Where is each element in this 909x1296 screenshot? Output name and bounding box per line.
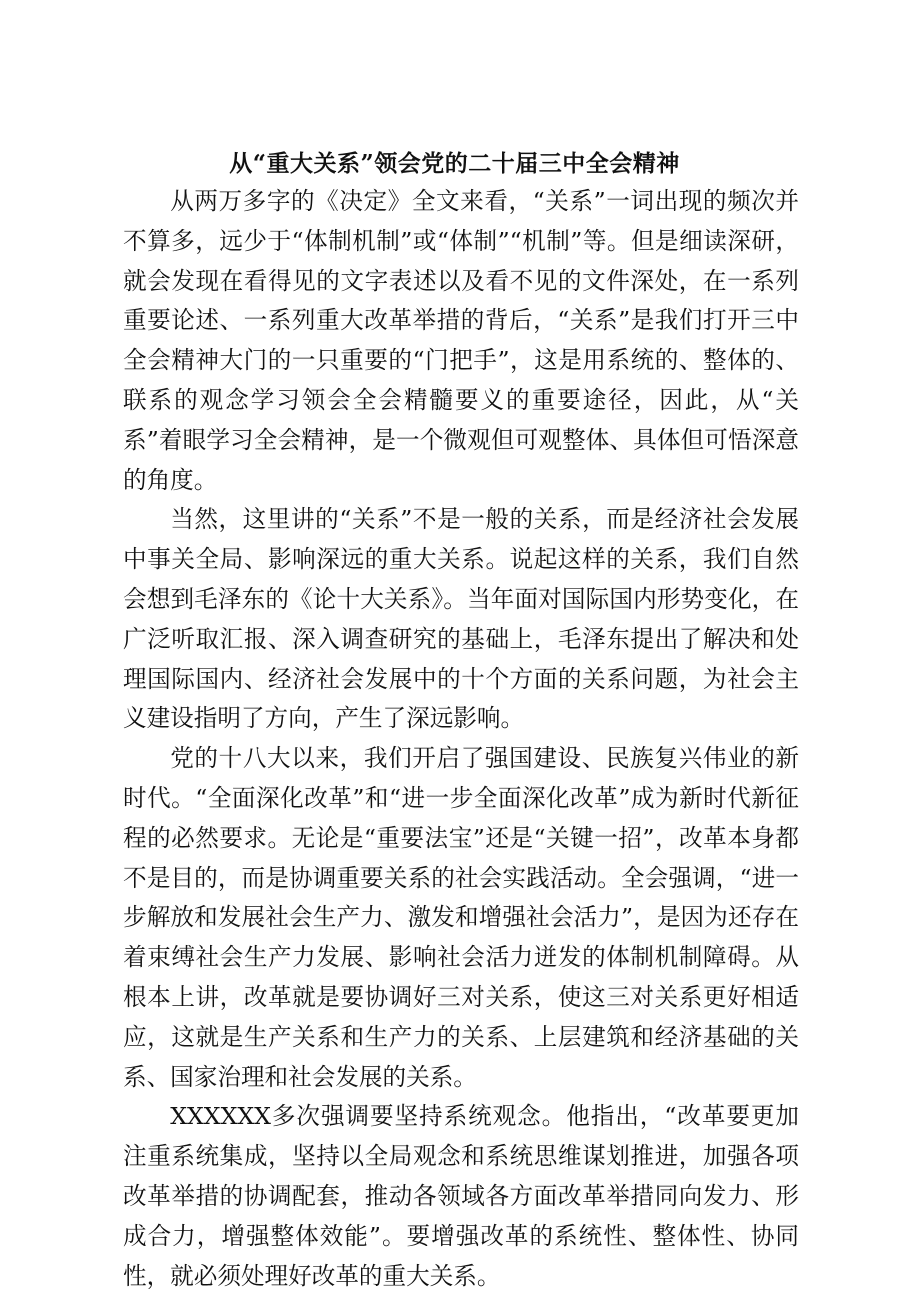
document-title: 从“重大关系”领会党的二十届三中全会精神 [229,150,680,177]
paragraph-2: 当然，这里讲的“关系”不是一般的关系，而是经济社会发展中事关全局、影响深远的重大关系。说起这样的关系，我们自然会想到毛泽东的《论十大关系》。当年面对国际国内形势变化，在广泛听取汇报、深入调查研究的基础上，毛泽东提出了解决和处理国际国内、经济社会发展中的十个方面的关系问题，为社会主义建设指明了方向，产生了深远影响。 [123,505,799,733]
paragraph-4: XXXXXX多次强调要坚持系统观念。他指出，“改革要更加注重系统集成，坚持以全局观念和系统思维谋划推进，加强各项改革举措的协调配套，推动各领域各方面改革举措同向发力、形成合力，增强整体效能”。要增强改革的系统性、整体性、协同性，就必须处理好改革的重大关系。 [123,1102,799,1290]
document-body [123,182,799,1296]
paragraph-3: 党的十八大以来，我们开启了强国建设、民族复兴伟业的新时代。“全面深化改革”和“进一步全面深化改革”成为新时代新征程的必然要求。无论是“重要法宝”还是“关键一招”，改革本身都不是目的，而是协调重要关系的社会实践活动。全会强调，“进一步解放和发展社会生产力、激发和增强社会活力”，是因为还存在着束缚社会生产力发展、影响社会活力迸发的体制机制障碍。从根本上讲，改革就是要协调好三对关系，使这三对关系更好相适应，这就是生产关系和生产力的关系、上层建筑和经济基础的关系、国家治理和社会发展的关系。 [123,744,799,1091]
paragraph-1: 从两万多字的《决定》全文来看，“关系”一词出现的频次并不算多，远少于“体制机制”或“体制”“机制”等。但是细读深研，就会发现在看得见的文字表述以及看不见的文件深处，在一系列重要论述、一系列重大改革举措的背后，“关系”是我们打开三中全会精神大门的一只重要的“门把手”，这是用系统的、整体的、联系的观念学习领会全会精髓要义的重要途径，因此，从“关系”着眼学习全会精神，是一个微观但可观整体、具体但可悟深意的角度。 [123,187,799,494]
